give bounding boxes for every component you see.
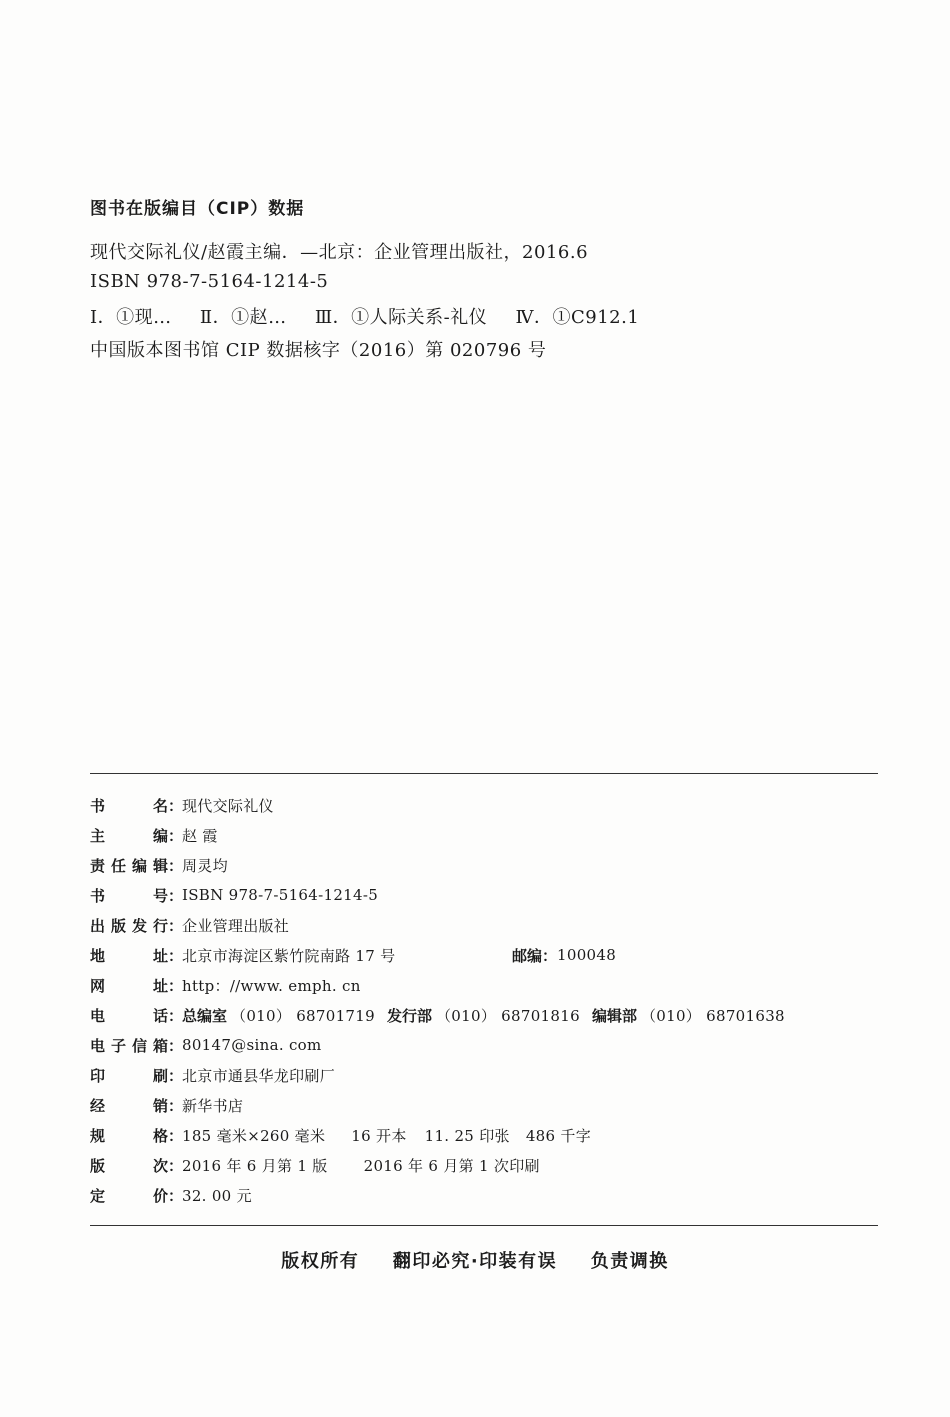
info-value: 周灵均: [182, 856, 228, 875]
postcode-value: 100048: [557, 946, 617, 964]
cip-isbn-line: ISBN 978-7-5164-1214-5: [90, 271, 329, 292]
info-value: 企业管理出版社: [182, 916, 290, 935]
info-value: 新华书店: [182, 1096, 244, 1115]
email-link[interactable]: 80147@sina. com: [182, 1036, 322, 1054]
info-label: 规格: [90, 1126, 168, 1145]
info-label: 电话: [90, 1006, 168, 1025]
info-row-spec: 规格 ： 185 毫米×260 毫米 16 开本 11. 25 印张 486 千字: [90, 1126, 592, 1145]
info-row-price: 定价 ： 32. 00 元: [90, 1186, 252, 1205]
info-row-responsible-editor: 责任编辑 ： 周灵均: [90, 856, 228, 875]
notice-no-copy: 翻印必究·印装有误: [392, 1251, 558, 1272]
spec-size: 185 毫米×260 毫米: [182, 1126, 326, 1145]
info-value: 现代交际礼仪: [182, 796, 274, 815]
postcode-label: 邮编：: [512, 946, 558, 965]
phone-editorial-label: 总编室: [182, 1006, 228, 1025]
info-row-printer: 印刷 ： 北京市通县华龙印刷厂: [90, 1066, 336, 1085]
info-row-title: 书名 ： 现代交际礼仪: [90, 796, 274, 815]
website-link[interactable]: http：//www. emph. cn: [182, 976, 361, 995]
cip-heading: 图书在版编目（CIP）数据: [90, 199, 305, 219]
info-value: 赵 霞: [182, 826, 218, 845]
info-label: 出版发行: [90, 916, 168, 935]
info-row-book-number: 书号 ： ISBN 978-7-5164-1214-5: [90, 886, 379, 905]
info-label: 电子信箱: [90, 1036, 168, 1055]
info-row-email: 电子信箱 ： 80147@sina. com: [90, 1036, 322, 1055]
phone-editing: （010） 68701638: [640, 1006, 785, 1025]
notice-replace: 负责调换: [590, 1251, 669, 1272]
spec-words: 486 千字: [525, 1126, 592, 1145]
info-label: 地址: [90, 946, 168, 965]
info-label: 定价: [90, 1186, 168, 1205]
info-label: 印刷: [90, 1066, 168, 1085]
info-label: 经销: [90, 1096, 168, 1115]
cip-class-2: Ⅱ．①赵…: [199, 307, 287, 328]
info-label: 网址: [90, 976, 168, 995]
spec-sheets: 11. 25 印张: [424, 1126, 510, 1145]
info-value: 北京市海淀区紫竹院南路 17 号: [182, 946, 396, 965]
cip-class-3: Ⅲ．①人际关系-礼仪: [314, 307, 488, 328]
info-row-publisher: 出版发行 ： 企业管理出版社: [90, 916, 290, 935]
info-label: 书名: [90, 796, 168, 815]
info-row-edition: 版次 ： 2016 年 6 月第 1 版 2016 年 6 月第 1 次印刷: [90, 1156, 540, 1175]
divider-bottom: [90, 1225, 878, 1226]
phone-editorial: （010） 68701719: [231, 1006, 375, 1025]
divider-top: [90, 773, 878, 774]
info-row-distributor: 经销 ： 新华书店: [90, 1096, 244, 1115]
cip-class-4: Ⅳ．①C912.1: [515, 307, 640, 328]
info-label: 版次: [90, 1156, 168, 1175]
phone-editing-label: 编辑部: [591, 1006, 637, 1025]
info-label: 主编: [90, 826, 168, 845]
info-row-editor: 主编 ： 赵 霞: [90, 826, 218, 845]
spec-format: 16 开本: [351, 1126, 407, 1145]
cip-class-1: Ⅰ．①现…: [90, 307, 172, 328]
printing-value: 2016 年 6 月第 1 次印刷: [363, 1156, 540, 1175]
info-label: 书号: [90, 886, 168, 905]
cip-classification-line: [90, 303, 639, 329]
info-label: 责任编辑: [90, 856, 168, 875]
cip-record-number: 中国版本图书馆 CIP 数据核字（2016）第 020796 号: [90, 340, 547, 361]
phone-distribution-label: 发行部: [386, 1006, 432, 1025]
notice-rights: 版权所有: [281, 1251, 360, 1272]
copyright-notice: [0, 1247, 950, 1273]
price-value: 32. 00 元: [182, 1186, 252, 1205]
phone-distribution: （010） 68701816: [435, 1006, 580, 1025]
info-row-phone: 电话 ： 总编室 （010） 68701719 发行部 （010） 68701816 编辑部 （010） 68701638: [90, 1006, 785, 1025]
info-row-address: 地址 ： 北京市海淀区紫竹院南路 17 号 邮编： 100048: [90, 946, 617, 965]
info-value: ISBN 978-7-5164-1214-5: [182, 886, 379, 904]
info-row-website: 网址 ： http：//www. emph. cn: [90, 976, 361, 995]
info-value: 北京市通县华龙印刷厂: [182, 1066, 336, 1085]
cip-title-line: 现代交际礼仪/赵霞主编．—北京：企业管理出版社，2016.6: [90, 242, 589, 263]
edition-value: 2016 年 6 月第 1 版: [182, 1156, 328, 1175]
